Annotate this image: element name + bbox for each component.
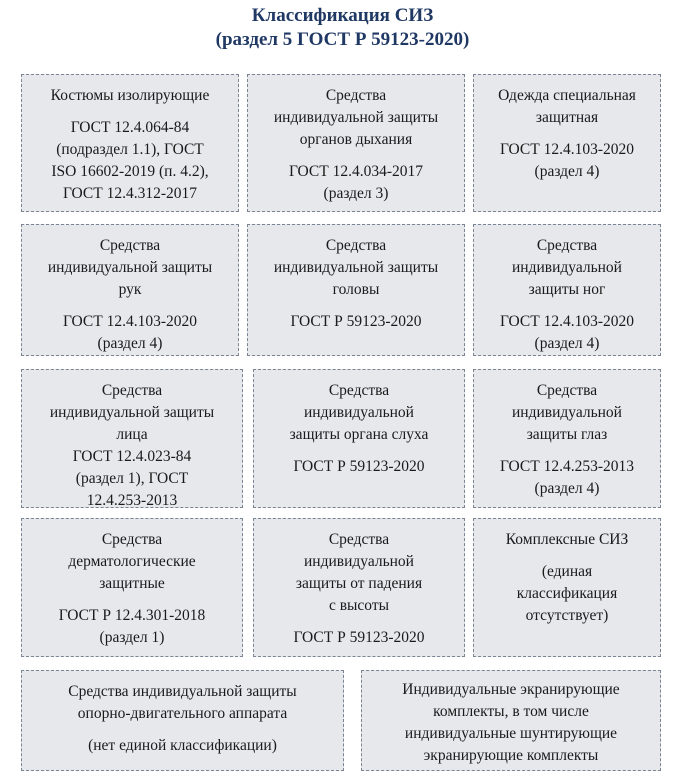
box-standard: ГОСТ 12.4.103-2020 (раздел 4) (62, 313, 198, 352)
box-name: Средства дерматологические защитные (68, 531, 196, 592)
box-standard: ГОСТ 12.4.023-84 (раздел 1), ГОСТ 12.4.253-2013 (72, 448, 192, 509)
title-line-2: (раздел 5 ГОСТ Р 59123-2020) (215, 29, 470, 50)
box-name: Индивидуальные экранирующие комплекты, в том числе индивидуальные шунтирующие экранирующие комплекты (402, 681, 620, 764)
box-isolating-suits (21, 74, 239, 212)
box-name: Костюмы изолирующие (50, 87, 210, 104)
box-dermatological-protection (21, 518, 243, 657)
box-respiratory-protection (247, 74, 465, 212)
box-standard: ГОСТ Р 59123-2020 (290, 313, 422, 330)
box-special-clothing (473, 74, 661, 212)
box-name: Средства индивидуальной защиты ног (512, 237, 622, 298)
box-standard: ГОСТ 12.4.103-2020 (раздел 4) (499, 313, 635, 352)
box-hearing-protection (253, 369, 465, 508)
box-standard: (нет единой классификации) (88, 737, 277, 754)
box-hand-protection (21, 224, 239, 356)
box-name: Средства индивидуальной защиты лица (49, 382, 215, 443)
box-face-protection (21, 369, 243, 508)
box-head-protection (247, 224, 465, 356)
box-name: Средства индивидуальной защиты рук (47, 237, 213, 298)
box-shielding-kits (361, 670, 661, 771)
box-standard: ГОСТ Р 59123-2020 (293, 458, 425, 475)
box-standard: (единая классификация отсутствует) (516, 563, 618, 624)
box-name: Средства индивидуальной защиты от падения с высоты (295, 531, 423, 614)
box-complex-ppe (473, 518, 661, 657)
diagram-title (0, 4, 685, 52)
box-standard: ГОСТ 12.4.064-84 (подраздел 1.1), ГОСТ ISO 16602-2019 (п. 4.2), ГОСТ 12.4.312-2017 (51, 119, 209, 202)
box-name: Средства индивидуальной защиты головы (273, 237, 439, 298)
box-name: Комплексные СИЗ (505, 531, 629, 548)
box-name: Одежда специальная защитная (498, 87, 636, 126)
box-standard: ГОСТ Р 59123-2020 (293, 629, 425, 646)
box-standard: ГОСТ 12.4.034-2017 (раздел 3) (288, 163, 424, 202)
box-name: Средства индивидуальной защиты глаз (512, 382, 622, 443)
box-eye-protection (473, 369, 661, 508)
box-name: Средства индивидуальной защиты органов дыхания (273, 87, 439, 148)
box-standard: ГОСТ Р 12.4.301-2018 (раздел 1) (58, 607, 206, 646)
box-foot-protection (473, 224, 661, 356)
box-standard: ГОСТ 12.4.253-2013 (раздел 4) (499, 458, 635, 497)
box-fall-protection (253, 518, 465, 657)
box-standard: ГОСТ 12.4.103-2020 (раздел 4) (499, 141, 635, 180)
title-line-1: Классификация СИЗ (251, 5, 434, 26)
box-name: Средства индивидуальной защиты органа слуха (289, 382, 429, 443)
box-musculoskeletal-protection (21, 670, 344, 771)
box-name: Средства индивидуальной защиты опорно-двигательного аппарата (68, 683, 297, 722)
